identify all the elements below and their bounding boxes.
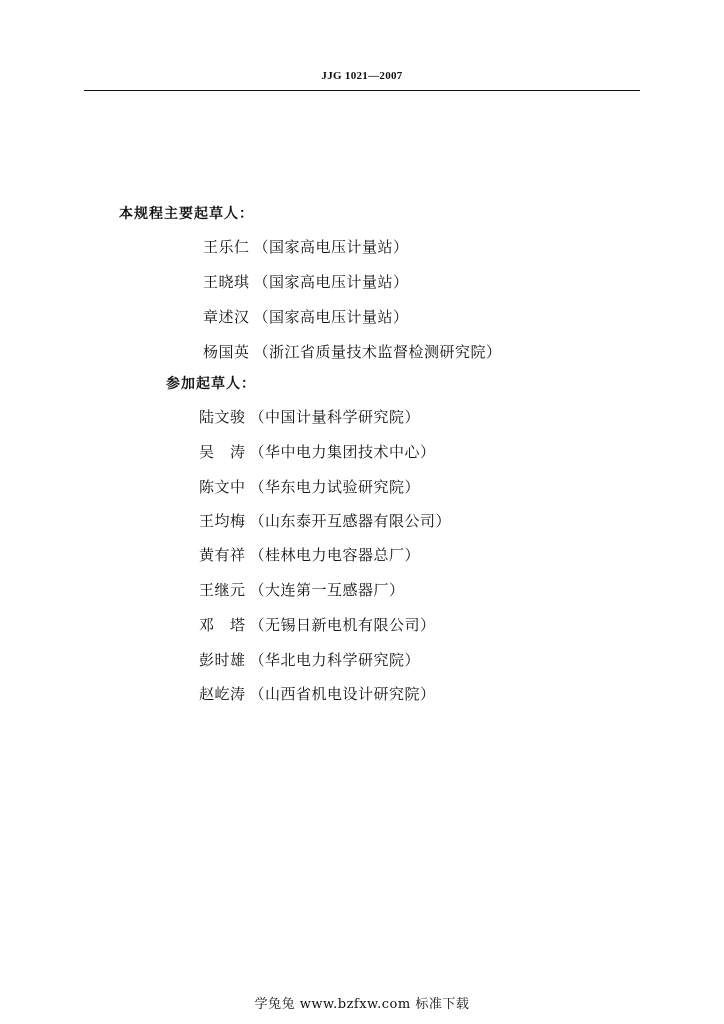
drafter-organization: （山东泰开互感器有限公司） — [249, 512, 452, 530]
participating-drafter-row — [199, 476, 420, 497]
drafter-name: 王晓琪 — [203, 273, 250, 291]
participating-drafter-row — [199, 441, 436, 462]
main-drafter-row — [203, 341, 502, 362]
main-drafter-row — [203, 306, 409, 327]
drafter-name: 王继元 — [199, 581, 246, 599]
standard-code: JJG 1021—2007 — [321, 70, 403, 82]
participating-drafter-row — [199, 579, 405, 600]
header-rule — [84, 90, 640, 91]
drafter-organization: （国家高电压计量站） — [253, 273, 409, 291]
participating-drafter-row — [199, 614, 436, 635]
main-drafter-row — [203, 236, 409, 257]
participating-drafter-row — [199, 406, 420, 427]
drafter-name: 吴 涛 — [199, 443, 246, 461]
drafter-name: 王均梅 — [199, 512, 246, 530]
drafter-name: 王乐仁 — [203, 238, 250, 256]
drafter-name: 赵屹涛 — [199, 685, 246, 703]
main-drafter-row — [203, 271, 409, 292]
drafter-organization: （浙江省质量技术监督检测研究院） — [253, 343, 502, 361]
drafter-organization: （桂林电力电容器总厂） — [249, 546, 421, 564]
participating-drafters-heading: 参加起草人： — [166, 376, 256, 392]
participating-drafter-row — [199, 649, 420, 670]
main-drafters-heading: 本规程主要起草人： — [119, 206, 254, 222]
drafter-organization: （山西省机电设计研究院） — [249, 685, 436, 703]
drafter-organization: （中国计量科学研究院） — [249, 408, 421, 426]
drafter-name: 陈文中 — [199, 478, 246, 496]
drafter-name: 陆文骏 — [199, 408, 246, 426]
drafter-name: 杨国英 — [203, 343, 250, 361]
participating-drafter-row — [199, 683, 436, 704]
drafter-organization: （大连第一互感器厂） — [249, 581, 405, 599]
drafter-name: 黄有祥 — [199, 546, 246, 564]
participating-drafter-row — [199, 544, 420, 565]
drafter-name: 邓 塔 — [199, 616, 246, 634]
drafter-name: 章述汉 — [203, 308, 250, 326]
drafter-organization: （无锡日新电机有限公司） — [249, 616, 436, 634]
drafter-organization: （华东电力试验研究院） — [249, 478, 421, 496]
drafter-organization: （国家高电压计量站） — [253, 238, 409, 256]
footer-download-note: 学兔兔 www.bzfxw.com 标准下载 — [254, 997, 470, 1012]
drafter-organization: （华北电力科学研究院） — [249, 651, 421, 669]
drafter-organization: （国家高电压计量站） — [253, 308, 409, 326]
participating-drafter-row — [199, 510, 451, 531]
drafter-organization: （华中电力集团技术中心） — [249, 443, 436, 461]
drafter-name: 彭时雄 — [199, 651, 246, 669]
